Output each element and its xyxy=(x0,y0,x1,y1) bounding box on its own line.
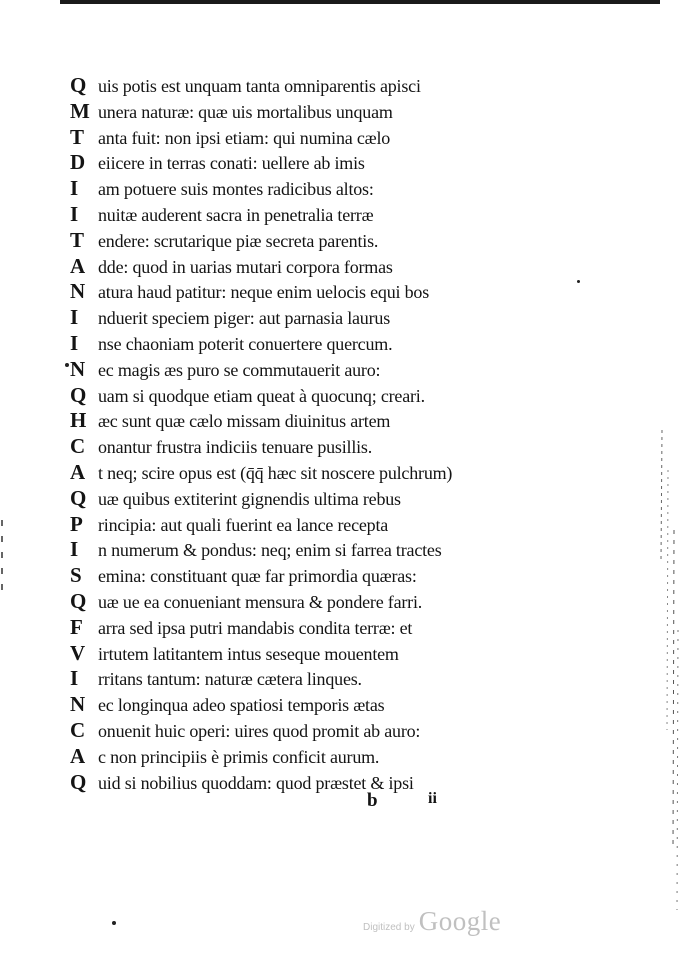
signature-mark: b xyxy=(367,790,378,811)
verse-initial: I xyxy=(70,666,79,691)
verse-text: atura haud patitur: neque enim uelocis equi bos xyxy=(98,282,430,303)
verse-initial: Q xyxy=(70,769,87,794)
verse-text: anta fuit: non ipsi etiam: qui numina cælo xyxy=(98,127,391,148)
google-wordmark: Google xyxy=(418,906,502,936)
verse-initial: F xyxy=(70,614,83,639)
verse-text: æc sunt quæ cælo missam diuinitus artem xyxy=(98,411,391,432)
verse-text: nse chaoniam poterit conuertere quercum. xyxy=(98,333,393,354)
verse-initial: P xyxy=(70,511,83,536)
verse-line xyxy=(70,331,452,357)
verse-initial: S xyxy=(70,563,82,588)
verse-line xyxy=(70,305,452,331)
verse-text: t neq; scire opus est (q̄q̄ hæc sit noscere pulchrum) xyxy=(98,462,453,483)
verse-text: rincipia: aut quali fuerint ea lance recepta xyxy=(98,514,389,535)
verse-text: emina: constituant quæ far primordia quæras: xyxy=(98,566,417,587)
verse-initial: H xyxy=(70,408,87,433)
verse-initial: M xyxy=(70,98,90,123)
ink-speck xyxy=(112,921,116,925)
verse-line xyxy=(70,125,452,151)
verse-line xyxy=(70,512,452,538)
verse-line xyxy=(70,744,452,770)
verse-text: onantur frustra indiciis tenuare pusillis. xyxy=(98,437,373,458)
verse-text: unera naturæ: quæ uis mortalibus unquam xyxy=(98,101,393,122)
verse-text: am potuere suis montes radicibus altos: xyxy=(98,179,374,200)
verse-line xyxy=(70,228,452,254)
ink-speck xyxy=(65,363,69,367)
verse-line xyxy=(70,254,452,280)
verse-text: endere: scrutarique piæ secreta parentis. xyxy=(98,230,379,251)
verse-line xyxy=(70,383,452,409)
page-top-border xyxy=(60,0,660,4)
verse-line xyxy=(70,589,452,615)
verse-initial: N xyxy=(70,356,86,381)
verse-initial: Q xyxy=(70,73,87,97)
verse-line xyxy=(70,563,452,589)
verse-initial: C xyxy=(70,717,86,742)
verse-initial: Q xyxy=(70,588,87,613)
verse-line xyxy=(70,641,452,667)
verse-line xyxy=(70,279,452,305)
verse-line xyxy=(70,150,452,176)
verse-line xyxy=(70,486,452,512)
verse-initial: I xyxy=(70,305,79,330)
verse-line xyxy=(70,99,452,125)
verse-initial: N xyxy=(70,279,86,304)
verse-text: uæ ue ea conueniant mensura & pondere farri. xyxy=(98,591,423,612)
verse-text: uis potis est unquam tanta omniparentis apisci xyxy=(98,76,421,96)
verse-text: n numerum & pondus: neq; enim si farrea tractes xyxy=(98,540,442,561)
ink-speck xyxy=(577,280,580,283)
signature-number: ii xyxy=(428,790,437,807)
verse-initial: I xyxy=(70,537,79,562)
verse-text: uid si nobilius quoddam: quod præstet & ipsi xyxy=(98,772,414,793)
verse-text: arra sed ipsa putri mandabis condita terræ: et xyxy=(98,617,413,638)
verse-line xyxy=(70,357,452,383)
verse-line xyxy=(70,73,452,99)
verse-text: c non principiis è primis conficit aurum. xyxy=(98,746,380,767)
verse-initial: Q xyxy=(70,485,87,510)
verse-initial: C xyxy=(70,434,86,459)
verse-line xyxy=(70,718,452,744)
verse-initial: A xyxy=(70,459,86,484)
verse-text: dde: quod in uarias mutari corpora formas xyxy=(98,256,393,277)
verse-line xyxy=(70,692,452,718)
verse-text: nduerit speciem piger: aut parnasia laurus xyxy=(98,308,390,329)
verse-initial: I xyxy=(70,201,79,226)
verse-initial: D xyxy=(70,150,86,175)
verse-line xyxy=(70,460,452,486)
verse-initial: N xyxy=(70,692,86,717)
verse-line xyxy=(70,615,452,641)
verse-line xyxy=(70,537,452,563)
verse-text: ec magis æs puro se commutauerit auro: xyxy=(98,359,381,380)
verse-text: ec longinqua adeo spatiosi temporis ætas xyxy=(98,695,385,716)
verse-text: uam si quodque etiam queat à quocunq; creari. xyxy=(98,385,425,406)
verse-line xyxy=(70,770,452,796)
verse-line xyxy=(70,202,452,228)
verse-line xyxy=(70,408,452,434)
verse-text: nuitæ auderent sacra in penetralia terræ xyxy=(98,204,374,225)
verse-text: onuenit huic operi: uires quod promit ab auro: xyxy=(98,720,421,741)
verse-initial: Q xyxy=(70,382,87,407)
verse-text: rritans tantum: naturæ cætera linques. xyxy=(98,669,362,690)
verse-text: eiicere in terras conati: uellere ab imis xyxy=(98,153,365,174)
verse-initial: I xyxy=(70,176,79,201)
verse-text: irtutem latitantem intus seseque mouentem xyxy=(98,643,399,664)
verse-initial: I xyxy=(70,330,79,355)
verse-text: uæ quibus extiterint gignendis ultima rebus xyxy=(98,488,401,509)
verse-line xyxy=(70,666,452,692)
page-edge-bleed xyxy=(656,430,682,910)
verse-initial: A xyxy=(70,743,86,768)
verse-initial: T xyxy=(70,124,85,149)
verse-initial: A xyxy=(70,253,86,278)
digitized-watermark xyxy=(363,906,501,937)
verse-line xyxy=(70,434,452,460)
verse-block xyxy=(70,73,452,795)
digitized-prefix: Digitized by xyxy=(363,922,415,933)
verse-initial: T xyxy=(70,227,85,252)
verse-line xyxy=(70,176,452,202)
page-edge-marks xyxy=(0,520,6,590)
verse-initial: V xyxy=(70,640,86,665)
